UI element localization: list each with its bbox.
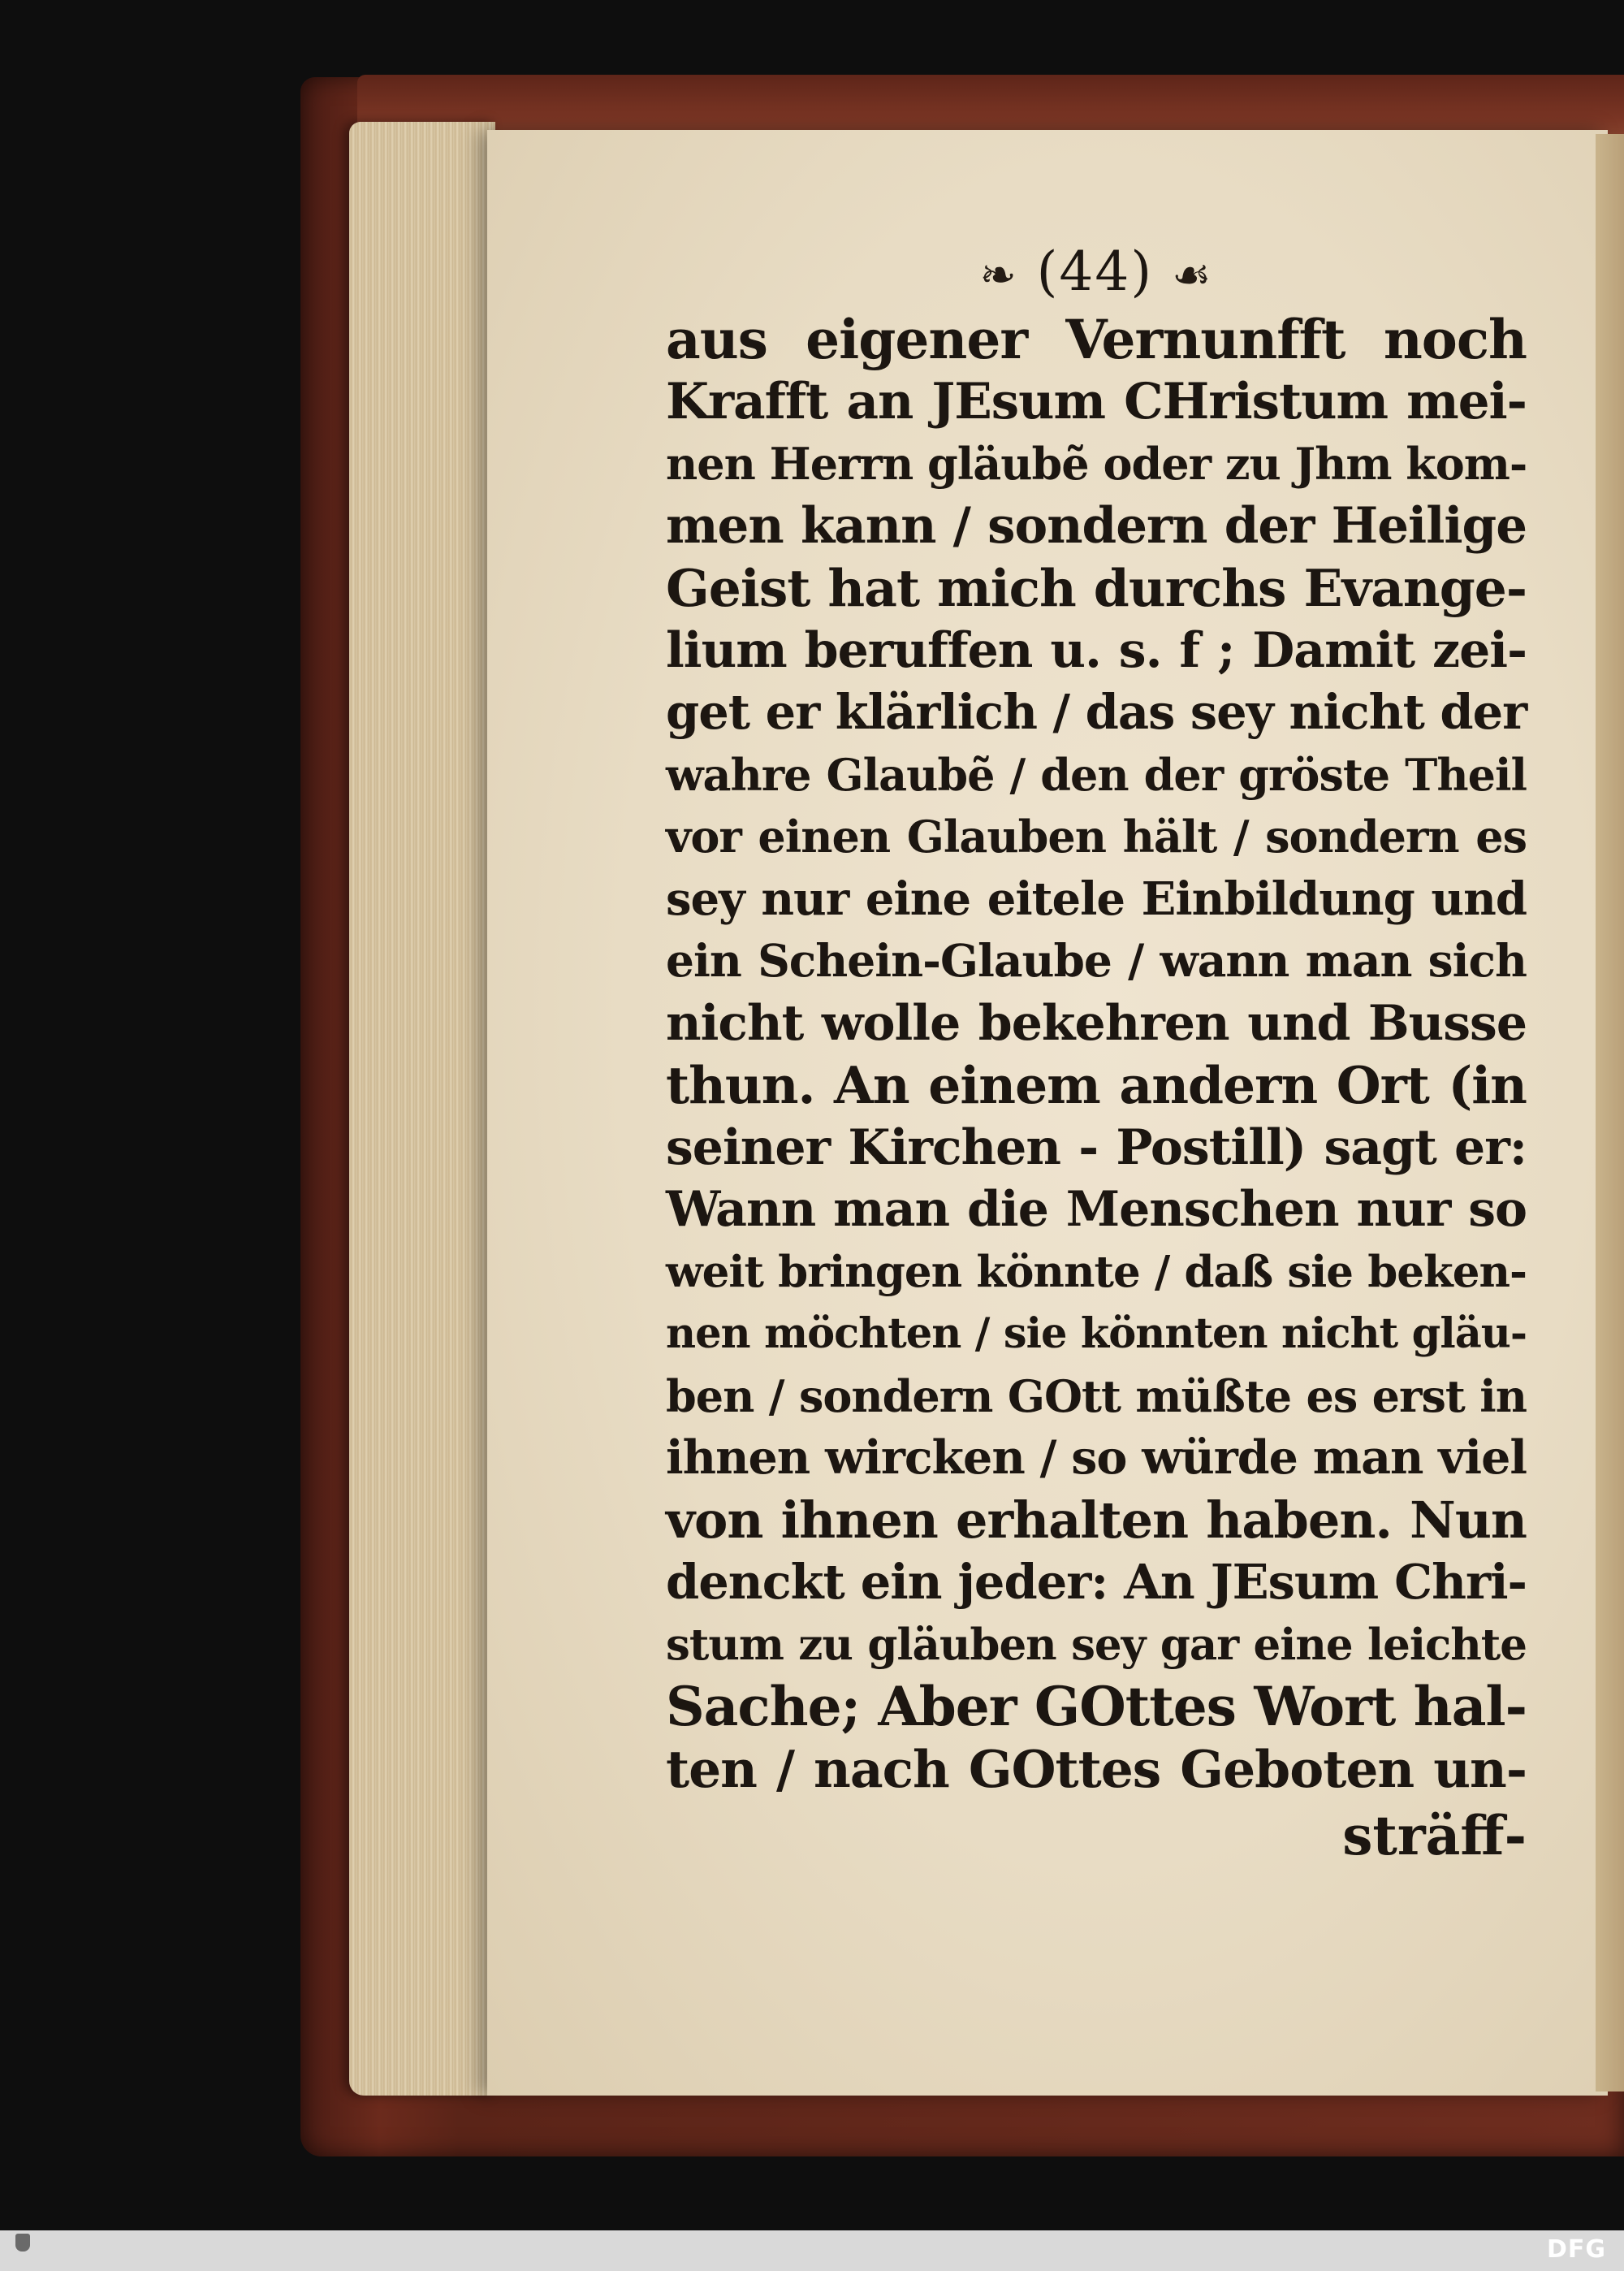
page-number: (44) bbox=[1036, 240, 1154, 303]
text-line: ben / sondern GOtt müßte es erst in bbox=[666, 1369, 1527, 1422]
catchword: sträff- bbox=[1342, 1804, 1527, 1867]
text-line: Krafft an JEsum CHristum mei- bbox=[666, 372, 1527, 430]
text-line: men kann / sondern der Heilige bbox=[666, 496, 1527, 555]
text-line: von ihnen erhalten haben. Nun bbox=[666, 1490, 1527, 1550]
text-line: ein Schein-Glaube / wann man sich bbox=[666, 934, 1527, 987]
ornament-right-icon: ☙ bbox=[1172, 249, 1213, 301]
text-line: aus eigener Vernunfft noch bbox=[666, 308, 1527, 371]
text-line: Sache; Aber GOttes Wort hal- bbox=[666, 1675, 1527, 1738]
text-line: Geist hat mich durchs Evange- bbox=[666, 558, 1527, 618]
text-line: vor einen Glauben hält / sondern es bbox=[666, 811, 1527, 863]
text-line: seiner Kirchen - Postill) sagt er: bbox=[666, 1118, 1527, 1176]
page-stack-edges bbox=[349, 122, 495, 2096]
text-line: ihnen wircken / so würde man viel bbox=[666, 1430, 1527, 1485]
text-line: ten / nach GOttes Geboten un- bbox=[666, 1738, 1527, 1799]
dfg-logo: DFG bbox=[1546, 2235, 1606, 2264]
viewer-footer-bar bbox=[0, 2230, 1624, 2271]
text-line: nen Herrn gläubẽ oder zu Jhm kom- bbox=[666, 438, 1527, 490]
text-line: get er klärlich / das sey nicht der bbox=[666, 684, 1527, 740]
ornament-left-icon: ❧ bbox=[979, 249, 1018, 301]
text-line: thun. An einem andern Ort (in bbox=[666, 1055, 1527, 1115]
text-line: denckt ein jeder: An JEsum Chri- bbox=[666, 1554, 1527, 1610]
text-line: weit bringen könnte / daß sie beken- bbox=[666, 1246, 1527, 1297]
library-logo bbox=[6, 2232, 39, 2269]
page-gutter-edge bbox=[1596, 134, 1624, 2091]
text-line: nen möchten / sie könnten nicht gläu- bbox=[666, 1309, 1527, 1358]
text-line: nicht wolle bekehren und Busse bbox=[666, 994, 1527, 1052]
body-text bbox=[666, 309, 1527, 1800]
text-line: Wann man die Menschen nur so bbox=[666, 1181, 1527, 1238]
library-crest-icon bbox=[15, 2234, 30, 2252]
text-line: sey nur eine eitele Einbildung und bbox=[666, 872, 1527, 926]
text-line: wahre Glaubẽ / den der gröste Theil bbox=[666, 748, 1527, 801]
page-header bbox=[666, 236, 1527, 309]
page-text-block bbox=[666, 236, 1527, 1868]
text-line: stum zu gläuben sey gar eine leichte bbox=[666, 1619, 1527, 1670]
text-line: lium beruffen u. s. f ; Damit zei- bbox=[666, 621, 1527, 679]
